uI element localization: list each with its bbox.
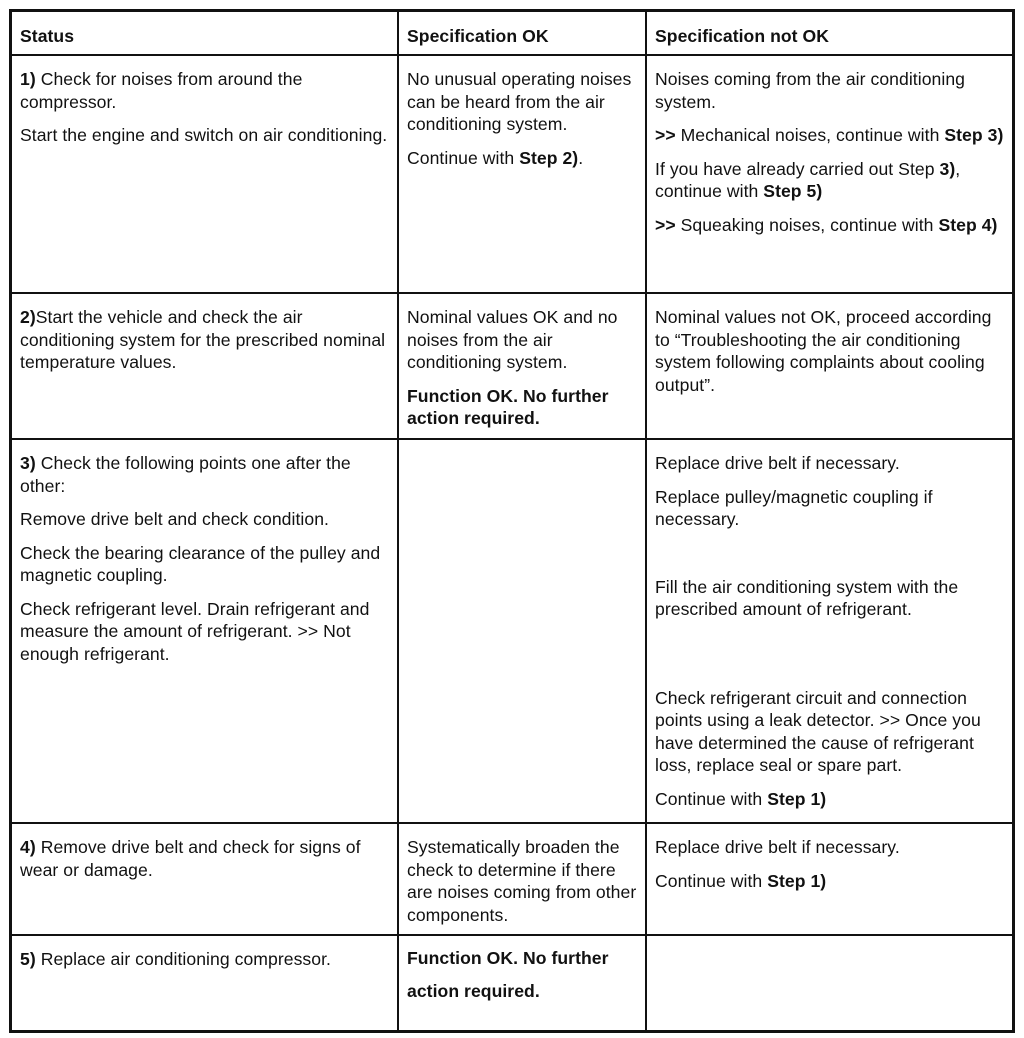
status-text: 1) Check for noises from around the compressor. — [20, 69, 303, 112]
spec-not-ok-text: >> Mechanical noises, continue with Step 3) — [655, 125, 1004, 145]
specification-not-ok-cell — [647, 440, 1012, 822]
specification-ok-cell — [399, 936, 645, 1030]
spec-not-ok-text: Continue with Step 1) — [655, 870, 827, 891]
spec-not-ok-text: If you have already carried out Step 3), continue with Step 5) — [655, 158, 961, 201]
table-row-step-1 — [12, 56, 1012, 294]
spec-not-ok-text: Fill the air conditioning system with the prescribed amount of refrigerant. — [655, 576, 959, 619]
status-cell — [12, 294, 397, 438]
spec-ok-text: Function OK. No further action required. — [407, 948, 609, 1001]
spec-not-ok-text: Replace drive belt if necessary. — [655, 453, 900, 473]
spec-ok-text: Systematically broaden the check to determine if there are noises coming from other components. — [407, 837, 637, 925]
table-row-step-2 — [12, 294, 1012, 440]
spec-not-ok-text: >> Squeaking noises, continue with Step 4) — [655, 214, 998, 235]
header-specification-ok: Specification OK — [407, 26, 549, 46]
spec-ok-text: No unusual operating noises can be heard from the air conditioning system. — [407, 69, 632, 134]
status-text: 3) Check the following points one after the other: — [20, 453, 351, 496]
specification-not-ok-cell — [647, 936, 1012, 1030]
specification-ok-cell — [399, 824, 645, 934]
spec-ok-text: Continue with Step 2). — [407, 147, 584, 168]
spec-not-ok-text: Nominal values not OK, proceed according to “Troubleshooting the air conditioning system following complaints about cooling output”. — [655, 307, 992, 395]
spec-ok-text: Function OK. No further action required. — [407, 385, 609, 428]
specification-not-ok-cell — [647, 56, 1012, 292]
spec-not-ok-text: Replace pulley/magnetic coupling if necessary. — [655, 486, 933, 529]
status-cell — [12, 440, 397, 822]
status-text: Check the bearing clearance of the pulley and magnetic coupling. — [20, 542, 381, 585]
status-text: Start the engine and switch on air conditioning. — [20, 125, 388, 145]
specification-ok-cell — [399, 440, 645, 822]
table-row-step-4 — [12, 824, 1012, 936]
status-text: Check refrigerant level. Drain refrigerant and measure the amount of refrigerant. >> Not enough refrigerant. — [20, 598, 370, 664]
status-text: Remove drive belt and check condition. — [20, 509, 329, 529]
spec-not-ok-text: Continue with Step 1) — [655, 788, 827, 809]
table-header-row — [12, 12, 1012, 56]
status-cell — [12, 824, 397, 934]
specification-ok-cell — [399, 294, 645, 438]
status-cell — [12, 56, 397, 292]
spec-ok-text: Nominal values OK and no noises from the air conditioning system. — [407, 307, 618, 372]
status-text: 4) Remove drive belt and check for signs of wear or damage. — [20, 837, 361, 880]
spec-not-ok-text: Check refrigerant circuit and connection points using a leak detector. >> Once you have determined the cause of refrigerant loss, replace seal or spare part. — [655, 687, 981, 775]
status-text: 5) Replace air conditioning compressor. — [20, 949, 331, 969]
table-row-step-3 — [12, 440, 1012, 824]
specification-ok-cell — [399, 56, 645, 292]
status-text: 2)Start the vehicle and check the air conditioning system for the prescribed nominal temperature values. — [20, 307, 386, 372]
header-status: Status — [20, 26, 75, 46]
status-cell — [12, 936, 397, 1030]
table-row-step-5 — [12, 936, 1012, 1030]
specification-not-ok-cell — [647, 294, 1012, 438]
diagnostic-table — [9, 9, 1015, 1033]
spec-not-ok-text: Replace drive belt if necessary. — [655, 837, 900, 857]
header-specification-not-ok: Specification not OK — [655, 26, 830, 46]
spec-not-ok-text: Noises coming from the air conditioning system. — [655, 69, 965, 112]
specification-not-ok-cell — [647, 824, 1012, 934]
